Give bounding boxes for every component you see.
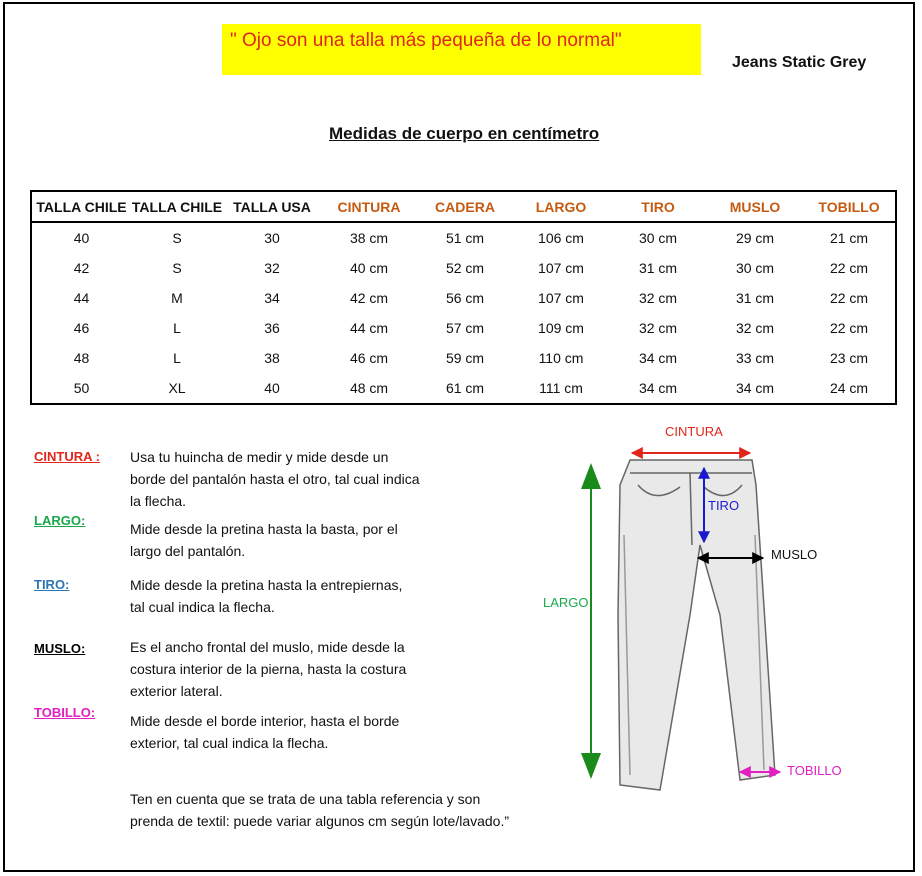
table-row bbox=[31, 253, 896, 283]
table-cell: 34 bbox=[264, 290, 280, 306]
table-cell: 34 cm bbox=[638, 350, 678, 366]
term-largo: LARGO: bbox=[34, 513, 86, 528]
size-warning-banner: " Ojo son una talla más pequeña de lo normal" bbox=[222, 24, 701, 75]
term-tiro: TIRO: bbox=[34, 577, 70, 592]
table-header-cell: TOBILLO bbox=[803, 191, 896, 222]
table-cell: 110 cm bbox=[538, 350, 584, 366]
table-cell: L bbox=[173, 350, 181, 366]
table-cell: 33 cm bbox=[735, 350, 775, 366]
table-cell: 107 cm bbox=[538, 260, 584, 276]
largo-arrow-head-bottom bbox=[581, 753, 601, 779]
table-cell: S bbox=[172, 260, 182, 276]
product-name: Jeans Static Grey bbox=[732, 54, 867, 71]
table-cell: 31 cm bbox=[735, 290, 775, 306]
table-cell: 32 cm bbox=[735, 320, 775, 336]
table-cell: 44 bbox=[73, 290, 90, 306]
table-cell: 40 bbox=[73, 230, 90, 246]
table-cell: 57 cm bbox=[445, 320, 485, 336]
table-cell: 34 cm bbox=[638, 380, 678, 396]
definition-tobillo: Mide desde el borde interior, hasta el borde exterior, tal cual indica la flecha. bbox=[130, 713, 400, 751]
table-row bbox=[31, 283, 896, 313]
table-cell: 22 cm bbox=[829, 320, 869, 336]
table-cell: 32 cm bbox=[638, 320, 678, 336]
table-cell: 107 cm bbox=[538, 290, 584, 306]
table-cell: 38 cm bbox=[349, 230, 389, 246]
table-row bbox=[31, 313, 896, 343]
term-tobillo: TOBILLO: bbox=[34, 705, 96, 720]
diagram-label-tobillo: TOBILLO bbox=[787, 763, 842, 778]
table-header-row bbox=[31, 191, 896, 222]
table-cell: 31 cm bbox=[638, 260, 678, 276]
definition-tiro: Mide desde la pretina hasta la entrepiernas, tal cual indica la flecha. bbox=[130, 577, 403, 615]
table-header-cell: LARGO bbox=[513, 191, 609, 222]
jeans-icon bbox=[618, 460, 775, 790]
table-cell: 32 cm bbox=[638, 290, 678, 306]
table-cell: 23 cm bbox=[829, 350, 869, 366]
table-cell: 30 cm bbox=[735, 260, 775, 276]
table-cell: 106 cm bbox=[538, 230, 584, 246]
table-cell: 21 cm bbox=[829, 230, 869, 246]
table-cell: 42 cm bbox=[349, 290, 389, 306]
table-cell: S bbox=[172, 230, 182, 246]
table-body bbox=[31, 222, 896, 404]
table-cell: 46 bbox=[73, 320, 90, 336]
table-cell: 24 cm bbox=[829, 380, 869, 396]
table-cell: 48 cm bbox=[349, 380, 389, 396]
diagram-label-tiro: TIRO bbox=[708, 498, 740, 513]
table-cell: 46 cm bbox=[349, 350, 389, 366]
table-cell: 22 cm bbox=[829, 290, 869, 306]
disclaimer-note: Ten en cuenta que se trata de una tabla referencia y son prenda de textil: puede variar algunos cm según lote/lavado.” bbox=[130, 791, 510, 829]
table-cell: 30 cm bbox=[638, 230, 678, 246]
definition-muslo: Es el ancho frontal del muslo, mide desde la costura interior de la pierna, hasta la costura exterior lateral. bbox=[130, 639, 407, 699]
table-cell: 51 cm bbox=[445, 230, 485, 246]
table-cell: 29 cm bbox=[735, 230, 775, 246]
table-header-cell: TIRO bbox=[609, 191, 707, 222]
table-cell: 42 bbox=[73, 260, 90, 276]
definition-largo: Mide desde la pretina hasta la basta, por el largo del pantalón. bbox=[130, 521, 398, 559]
term-muslo: MUSLO: bbox=[34, 641, 86, 656]
definition-cintura: Usa tu huincha de medir y mide desde un borde del pantalón hasta el otro, tal cual indica la flecha. bbox=[130, 449, 420, 509]
table-cell: 32 bbox=[264, 260, 280, 276]
term-cintura: CINTURA : bbox=[34, 449, 100, 464]
table-cell: L bbox=[173, 320, 181, 336]
table-cell: 44 cm bbox=[349, 320, 389, 336]
table-cell: 34 cm bbox=[735, 380, 775, 396]
table-cell: 40 cm bbox=[349, 260, 389, 276]
table-header-cell: TALLA USA bbox=[223, 191, 321, 222]
table-header-cell: MUSLO bbox=[707, 191, 803, 222]
table-cell: 59 cm bbox=[445, 350, 485, 366]
diagram-label-muslo: MUSLO bbox=[771, 547, 818, 562]
size-table bbox=[30, 190, 897, 405]
table-cell: 40 bbox=[264, 380, 280, 396]
largo-arrow-head-top bbox=[581, 463, 601, 489]
table-cell: XL bbox=[168, 380, 186, 396]
table-header-cell: CINTURA bbox=[321, 191, 417, 222]
table-cell: 61 cm bbox=[445, 380, 485, 396]
diagram-label-cintura: CINTURA bbox=[665, 424, 723, 439]
table-header-cell: TALLA CHILE bbox=[31, 191, 131, 222]
page-subtitle: Medidas de cuerpo en centímetro bbox=[329, 124, 600, 143]
table-cell: 52 cm bbox=[445, 260, 485, 276]
table-cell: M bbox=[171, 290, 183, 306]
table-row bbox=[31, 343, 896, 373]
table-header-cell: TALLA CHILE bbox=[131, 191, 223, 222]
jeans-measurement-diagram bbox=[520, 415, 900, 815]
table-cell: 109 cm bbox=[538, 320, 584, 336]
table-cell: 36 bbox=[264, 320, 280, 336]
table-cell: 38 bbox=[264, 350, 280, 366]
table-cell: 111 cm bbox=[539, 380, 583, 396]
table-row bbox=[31, 222, 896, 253]
table-cell: 22 cm bbox=[829, 260, 869, 276]
diagram-label-largo: LARGO bbox=[543, 595, 589, 610]
table-cell: 48 bbox=[73, 350, 90, 366]
table-cell: 56 cm bbox=[445, 290, 485, 306]
table-cell: 50 bbox=[73, 380, 90, 396]
table-header-cell: CADERA bbox=[417, 191, 513, 222]
table-row bbox=[31, 373, 896, 404]
table-cell: 30 bbox=[264, 230, 280, 246]
